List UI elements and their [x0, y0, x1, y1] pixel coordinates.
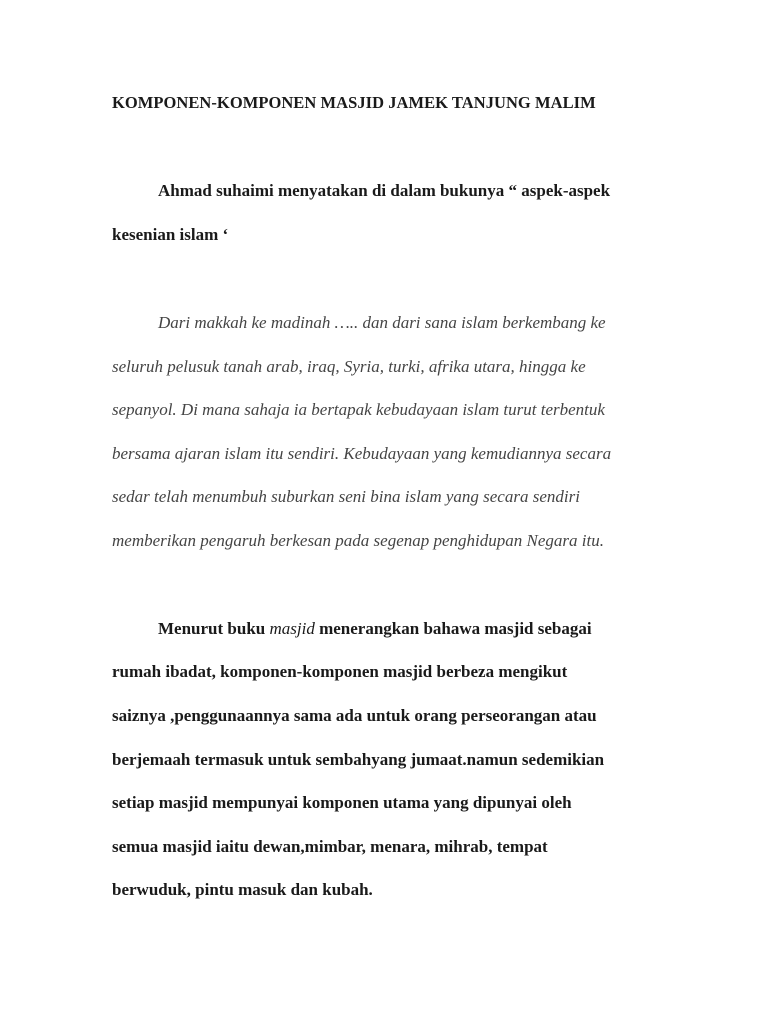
quote-line: bersama ajaran islam itu sendiri. Kebudayaan yang kemudiannya secara: [112, 444, 612, 463]
quote-line: memberikan pengaruh berkesan pada segenap penghidupan Negara itu.: [112, 531, 604, 550]
paragraph-line: rumah ibadat, komponen-komponen masjid berbeza mengikut: [112, 662, 568, 681]
page-title: KOMPONEN-KOMPONEN MASJID JAMEK TANJUNG MALIM: [112, 93, 596, 112]
quote-line: sepanyol. Di mana sahaja ia bertapak kebudayaan islam turut terbentuk: [112, 400, 605, 419]
quote-line: seluruh pelusuk tanah arab, iraq, Syria, turki, afrika utara, hingga ke: [112, 357, 586, 376]
paragraph-line: saiznya ,penggunaannya sama ada untuk orang perseorangan atau: [112, 706, 597, 725]
paragraph-line: berjemaah termasuk untuk sembahyang jumaat.namun sedemikian: [112, 750, 605, 769]
paragraph-text: Menurut buku: [158, 619, 270, 638]
intro-line: Ahmad suhaimi menyatakan di dalam bukunya “ aspek-aspek: [158, 181, 611, 200]
quote-line: sedar telah menumbuh suburkan seni bina islam yang secara sendiri: [112, 487, 580, 506]
paragraph-line: berwuduk, pintu masuk dan kubah.: [112, 880, 373, 899]
paragraph-text: menerangkan bahawa masjid sebagai: [314, 619, 592, 638]
intro-line: kesenian islam ‘: [112, 225, 229, 244]
paragraph-line: semua masjid iaitu dewan,mimbar, menara, mihrab, tempat: [112, 837, 548, 856]
paragraph-line: setiap masjid mempunyai komponen utama yang dipunyai oleh: [112, 793, 572, 812]
book-title-masjid: masjid: [269, 619, 315, 638]
quote-line: Dari makkah ke madinah ….. dan dari sana islam berkembang ke: [158, 313, 606, 332]
paragraph-line: [158, 619, 592, 639]
